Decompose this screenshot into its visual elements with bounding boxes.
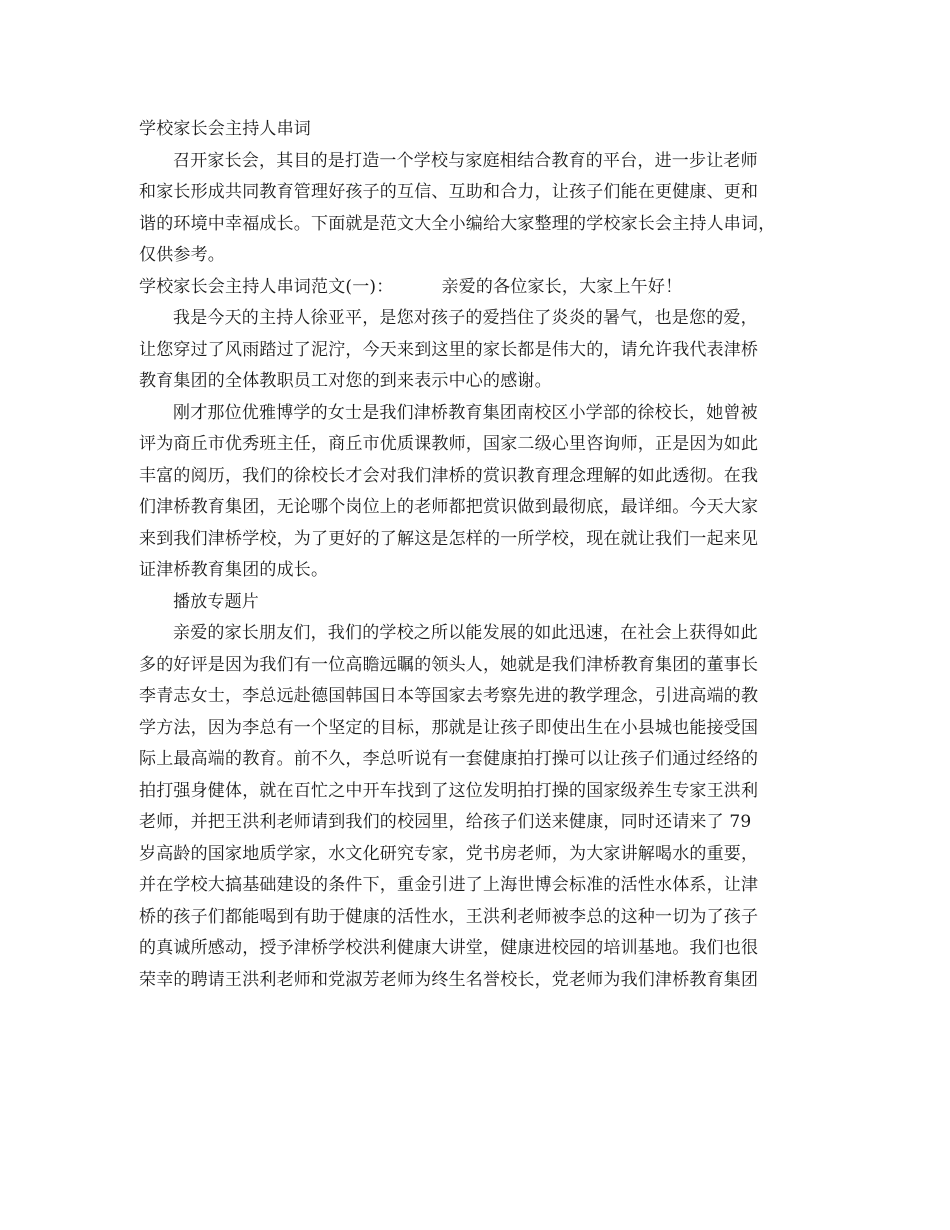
text-line: 仅供参考。 <box>139 245 225 265</box>
paragraph-2 <box>139 398 815 587</box>
document-title: 学校家长会主持人串词 <box>139 119 311 139</box>
intro-paragraph <box>139 146 815 272</box>
text-line: 拍打强身健体，就在百忙之中开车找到了这位发明拍打操的国家级养生专家王洪利 <box>139 780 759 801</box>
greeting: 亲爱的各位家长，大家上午好！ <box>441 276 683 297</box>
text-line: 并在学校大搞基础建设的条件下，重金引进了上海世博会标准的活性水体系，让津 <box>139 875 759 895</box>
text-line: 荣幸的聘请王洪利老师和党淑芳老师为终生名誉校长，党老师为我们津桥教育集团 <box>139 969 759 990</box>
text-line: 我是今天的主持人徐亚平，是您对孩子的爱挡住了炎炎的暑气，也是您的爱， <box>173 308 758 328</box>
text-line: 谐的环境中幸福成长。下面就是范文大全小编给大家整理的学校家长会主持人串词， <box>139 213 776 234</box>
text-line: 教育集团的全体教职员工对您的到来表示中心的感谢。 <box>139 371 552 391</box>
sample-heading: 学校家长会主持人串词范文(一)： <box>139 276 394 297</box>
text-line: 李青志女士，李总远赴德国韩国日本等国家去考察先进的教学理念，引进高端的教 <box>139 686 759 706</box>
sample-heading-row <box>139 272 815 304</box>
text-line: 学方法，因为李总有一个坚定的目标，那就是让孩子即使出生在小县城也能接受国 <box>139 717 759 738</box>
text-line: 的真诚所感动，授予津桥学校洪利健康大讲堂，健康进校园的培训基地。我们也很 <box>139 938 759 958</box>
text-line: 评为商丘市优秀班主任，商丘市优质课教师，国家二级心里咨询师，正是因为如此 <box>139 434 759 454</box>
text-line: 来到我们津桥学校，为了更好的了解这是怎样的一所学校，现在就让我们一起来见 <box>139 528 759 549</box>
text-line: 丰富的阅历，我们的徐校长才会对我们津桥的赏识教育理念理解的如此透彻。在我 <box>139 465 759 486</box>
text-line: 证津桥教育集团的成长。 <box>139 560 329 580</box>
text-line: 们津桥教育集团，无论哪个岗位上的老师都把赏识做到最彻底，最详细。今天大家 <box>139 497 759 517</box>
document-page <box>139 114 815 996</box>
text-line: 岁高龄的国家地质学家，水文化研究专家，党书房老师，为大家讲解喝水的重要， <box>139 843 759 864</box>
text-line: 刚才那位优雅博学的女士是我们津桥教育集团南校区小学部的徐校长，她曾被 <box>173 402 758 423</box>
text-line: 多的好评是因为我们有一位高瞻远瞩的领头人，她就是我们津桥教育集团的董事长 <box>139 654 759 675</box>
text-line: 让您穿过了风雨踏过了泥泞，今天来到这里的家长都是伟大的，请允许我代表津桥 <box>139 339 759 360</box>
text-line: 老师，并把王洪利老师请到我们的校园里，给孩子们送来健康，同时还请来了 79 <box>139 812 752 832</box>
paragraph-1 <box>139 303 815 398</box>
paragraph-3 <box>139 618 815 996</box>
text-line: 桥的孩子们都能喝到有助于健康的活性水，王洪利老师被李总的这种一切为了孩子 <box>139 906 759 927</box>
text-line: 召开家长会，其目的是打造一个学校与家庭相结合教育的平台，进一步让老师 <box>173 150 758 171</box>
video-cue: 播放专题片 <box>173 591 259 612</box>
text-line: 际上最高端的教育。前不久，李总听说有一套健康拍打操可以让孩子们通过经络的 <box>139 749 759 769</box>
text-line: 亲爱的家长朋友们，我们的学校之所以能发展的如此迅速，在社会上获得如此 <box>173 623 758 643</box>
text-line: 和家长形成共同教育管理好孩子的互信、互助和合力，让孩子们能在更健康、更和 <box>139 182 759 202</box>
